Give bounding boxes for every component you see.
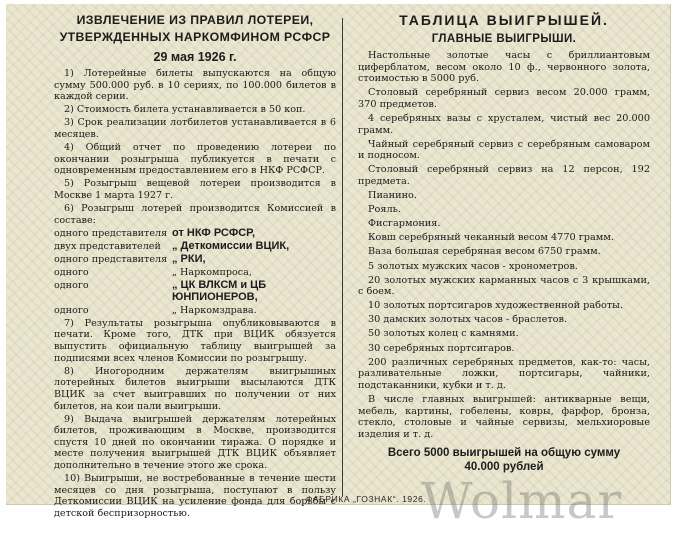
prize-table-column: [358, 12, 650, 474]
prize-item: В числе главных выигрышей: антикварные вещи, мебель, картины, гобелены, ковры, фарфор, бронза, стекло, столовые и чайные сервизы, мельхиоровые изделия и т. д.: [358, 393, 650, 440]
prize-item: 200 различных серебряных предметов, как-то: часы, разливательные ложки, портсигары, чайники, подстаканники, кубки и т. д.: [358, 356, 650, 391]
rule-item: 8) Иногородним держателям выигрышных лотерейных билетов выигрыши высылаются ДТК ВЦИК за счет выигравших по получении от них билетов, на кои пали выигрыши.: [54, 365, 336, 412]
watermark-text: Wolmar: [421, 472, 623, 530]
commission-org: „ Наркомпроса,: [172, 267, 252, 278]
lottery-ticket-back: [6, 4, 671, 530]
main-prizes-heading: ГЛАВНЫЕ ВЫИГРЫШИ.: [431, 33, 577, 45]
prize-item: 10 золотых портсигаров художественной работы.: [368, 300, 623, 312]
column-divider: [342, 18, 343, 496]
rules-title: [54, 12, 336, 46]
rule-item: 5) Розыгрыш вещевой лотереи производится в Москве 1 марта 1927 г.: [54, 178, 336, 201]
prize-item: Настольные золотые часы с бриллиантовым циферблатом, весом около 10 ф., червонного золота, стоимостью в 5000 руб.: [358, 50, 650, 85]
commission-member: [54, 228, 336, 240]
commission-member: [54, 267, 336, 279]
prize-item: Столовый серебряный сервиз на 12 персон, 192 предмета.: [358, 164, 650, 187]
rules-title-line-1: ИЗВЛЕЧЕНИЕ ИЗ ПРАВИЛ ЛОТЕРЕИ,: [76, 13, 314, 27]
printer-imprint: ФАБРИКА „ГОЗНАК“. 1926.: [306, 494, 427, 504]
prize-item: 50 золотых колец с камнями.: [368, 328, 519, 340]
commission-member: [54, 305, 336, 317]
rules-title-line-2: УТВЕРЖДЕННЫХ НАРКОМФИНОМ РСФСР: [59, 30, 331, 44]
commission-role: одного представителя: [54, 227, 168, 239]
commission-member: [54, 280, 336, 303]
prize-table-title: ТАБЛИЦА ВЫИГРЫШЕЙ.: [399, 12, 609, 28]
rule-item: 7) Результаты розыгрыша опубликовываются в печати. Кроме того, ДТК при ВЦИК обязуется выпустить официальную таблицу выигрышей за подписями всех членов Комиссии по розыгрышу.: [54, 317, 336, 364]
commission-org: „ Деткомиссии ВЦИК,: [172, 239, 290, 252]
prize-item: Столовый серебряный сервиз весом 20.000 грамм, 370 предметов.: [358, 87, 650, 110]
commission-role: одного: [54, 280, 89, 292]
rule-item: 3) Срок реализации лотбилетов устанавливается в 6 месяцев.: [54, 117, 336, 140]
prize-item: 4 серебряных вазы с хрусталем, чистый вес 20.000 грамм.: [358, 112, 650, 136]
commission-member: [54, 241, 336, 253]
prize-item: 5 золотых мужских часов - хронометров.: [368, 260, 578, 272]
commission-org: от НКФ РСФСР,: [172, 226, 256, 239]
prize-total-line-1: Всего 5000 выигрышей на общую сумму: [387, 447, 621, 460]
rule-item: 4) Общий отчет по проведению лотереи по окончании розыгрыша публикуется в печати с одновременным предоставлением его в НКФ РСФСР.: [54, 142, 336, 177]
prize-item: Ковш серебряный чеканный весом 4770 грамм.: [368, 232, 614, 244]
commission-role: одного представителя: [54, 253, 168, 265]
commission-role: одного: [54, 304, 89, 316]
commission-org: „ Наркомздрава.: [172, 304, 257, 316]
rule-6-intro: 6) Розыгрыш лотерей производится Комиссией в составе:: [54, 203, 336, 226]
commission-member: [54, 254, 336, 266]
commission-org: „ ЦК ВЛКСМ и ЦБ ЮНПИОНЕРОВ,: [172, 279, 267, 303]
prize-item: 30 дамских золотых часов - браслетов.: [368, 314, 568, 326]
prize-item: 30 серебряных портсигаров.: [368, 342, 515, 354]
commission-org: „ РКИ,: [172, 252, 206, 265]
prize-item: Фисгармония.: [368, 218, 441, 230]
prize-total: [358, 446, 650, 474]
prize-total-line-2: 40.000 рублей: [464, 461, 544, 474]
commission-role: двух представителей: [54, 240, 161, 252]
rule-item: 10) Выигрыши, не востребованные в течение шести месяцев со дня розыгрыша, поступают в пользу Деткомиссии ВЦИК на усиление фонда для борьбы с детской беспризорностью.: [54, 473, 336, 519]
rules-column: [54, 12, 336, 521]
prize-item: Ваза большая серебряная весом 6750 грамм.: [368, 246, 601, 258]
prize-item: Чайный серебряный сервиз с серебряным самоваром и подносом.: [358, 138, 650, 162]
rule-item: 1) Лотерейные билеты выпускаются на общую сумму 500.000 руб. в 10 сериях, по 100.000 билетов в каждой серии.: [54, 68, 336, 103]
rule-item: 9) Выдача выигрышей держателям лотерейных билетов, проживающим в Москве, производится спустя 10 дней по окончании тиража. О порядке и месте получения выигрышей ДТК ВЦИК объявляет дополнительно в течение этого же срока.: [54, 413, 336, 471]
commission-role: одного: [54, 267, 89, 278]
prize-item: 20 золотых мужских карманных часов с 3 крышками, с боем.: [358, 274, 650, 298]
rules-date: 29 мая 1926 г.: [153, 50, 237, 64]
prize-item: Пианино.: [368, 190, 417, 202]
rule-item: 2) Стоимость билета устанавливается в 50 коп.: [64, 104, 306, 116]
prize-item: Рояль.: [368, 204, 401, 216]
